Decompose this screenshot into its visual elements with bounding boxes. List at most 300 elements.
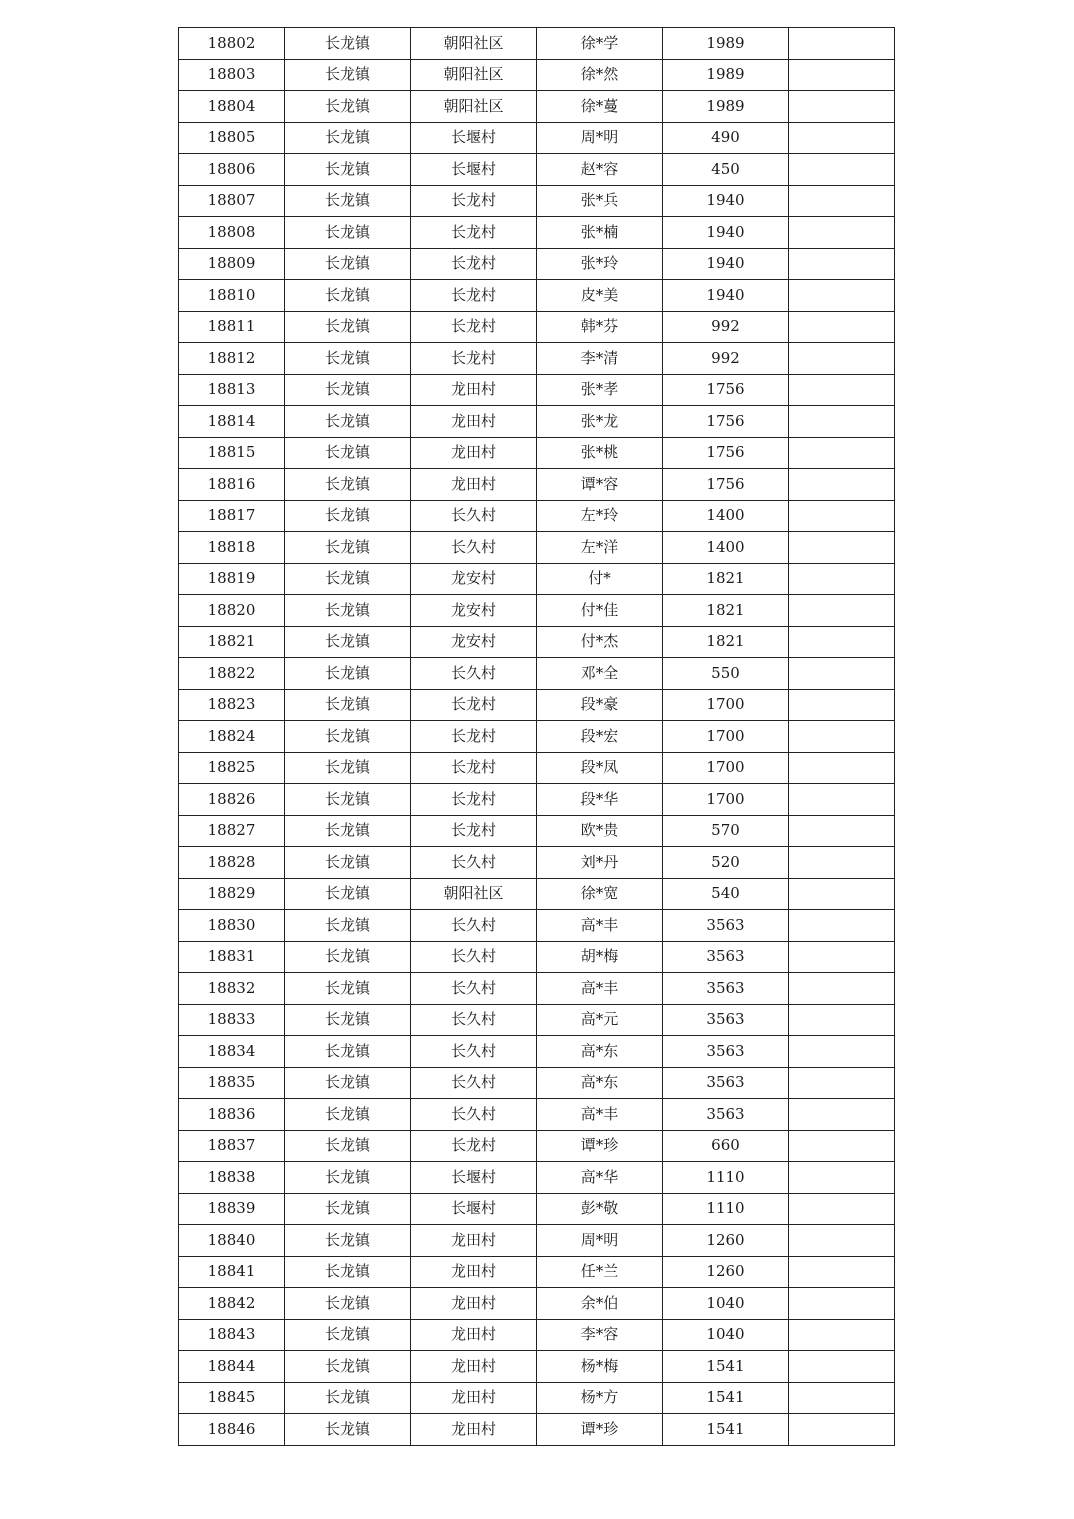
cell-note bbox=[789, 248, 895, 280]
cell-town: 长龙镇 bbox=[285, 752, 411, 784]
cell-town: 长龙镇 bbox=[285, 406, 411, 438]
cell-village: 龙安村 bbox=[411, 563, 537, 595]
cell-amount: 992 bbox=[663, 311, 789, 343]
table-row bbox=[179, 658, 895, 690]
cell-name: 付*佳 bbox=[537, 595, 663, 627]
table-row bbox=[179, 1162, 895, 1194]
cell-name: 张*兵 bbox=[537, 185, 663, 217]
cell-serial-number: 18834 bbox=[179, 1036, 285, 1068]
cell-village: 长久村 bbox=[411, 658, 537, 690]
cell-serial-number: 18842 bbox=[179, 1288, 285, 1320]
cell-name: 徐*宽 bbox=[537, 878, 663, 910]
cell-note bbox=[789, 563, 895, 595]
cell-amount: 1260 bbox=[663, 1225, 789, 1257]
cell-name: 付* bbox=[537, 563, 663, 595]
cell-note bbox=[789, 469, 895, 501]
cell-name: 高*丰 bbox=[537, 1099, 663, 1131]
cell-amount: 450 bbox=[663, 154, 789, 186]
cell-town: 长龙镇 bbox=[285, 343, 411, 375]
cell-note bbox=[789, 122, 895, 154]
table-row bbox=[179, 1225, 895, 1257]
cell-name: 左*洋 bbox=[537, 532, 663, 564]
cell-village: 长堰村 bbox=[411, 1193, 537, 1225]
cell-serial-number: 18831 bbox=[179, 941, 285, 973]
cell-note bbox=[789, 1256, 895, 1288]
cell-name: 赵*容 bbox=[537, 154, 663, 186]
table-row bbox=[179, 563, 895, 595]
cell-town: 长龙镇 bbox=[285, 1319, 411, 1351]
cell-town: 长龙镇 bbox=[285, 1193, 411, 1225]
cell-name: 邓*全 bbox=[537, 658, 663, 690]
table-row bbox=[179, 1036, 895, 1068]
cell-town: 长龙镇 bbox=[285, 154, 411, 186]
cell-name: 高*东 bbox=[537, 1036, 663, 1068]
cell-amount: 1040 bbox=[663, 1288, 789, 1320]
cell-village: 长龙村 bbox=[411, 784, 537, 816]
cell-town: 长龙镇 bbox=[285, 280, 411, 312]
table-row bbox=[179, 122, 895, 154]
cell-town: 长龙镇 bbox=[285, 28, 411, 60]
cell-village: 龙田村 bbox=[411, 1382, 537, 1414]
cell-amount: 1821 bbox=[663, 595, 789, 627]
cell-note bbox=[789, 721, 895, 753]
cell-town: 长龙镇 bbox=[285, 595, 411, 627]
cell-town: 长龙镇 bbox=[285, 847, 411, 879]
table-row bbox=[179, 973, 895, 1005]
table-row bbox=[179, 941, 895, 973]
cell-serial-number: 18827 bbox=[179, 815, 285, 847]
cell-amount: 1260 bbox=[663, 1256, 789, 1288]
cell-name: 任*兰 bbox=[537, 1256, 663, 1288]
table-row bbox=[179, 28, 895, 60]
table-row bbox=[179, 752, 895, 784]
cell-note bbox=[789, 910, 895, 942]
cell-note bbox=[789, 847, 895, 879]
cell-amount: 1110 bbox=[663, 1193, 789, 1225]
cell-village: 长久村 bbox=[411, 532, 537, 564]
cell-village: 龙田村 bbox=[411, 1351, 537, 1383]
cell-note bbox=[789, 59, 895, 91]
table-row bbox=[179, 374, 895, 406]
cell-amount: 1110 bbox=[663, 1162, 789, 1194]
data-table bbox=[178, 27, 895, 1446]
cell-serial-number: 18840 bbox=[179, 1225, 285, 1257]
cell-amount: 1700 bbox=[663, 752, 789, 784]
table-row bbox=[179, 847, 895, 879]
cell-serial-number: 18804 bbox=[179, 91, 285, 123]
cell-serial-number: 18806 bbox=[179, 154, 285, 186]
cell-note bbox=[789, 374, 895, 406]
cell-amount: 1400 bbox=[663, 532, 789, 564]
cell-town: 长龙镇 bbox=[285, 1351, 411, 1383]
cell-amount: 1756 bbox=[663, 374, 789, 406]
table-row bbox=[179, 311, 895, 343]
cell-name: 刘*丹 bbox=[537, 847, 663, 879]
cell-town: 长龙镇 bbox=[285, 469, 411, 501]
cell-serial-number: 18839 bbox=[179, 1193, 285, 1225]
cell-name: 谭*容 bbox=[537, 469, 663, 501]
cell-town: 长龙镇 bbox=[285, 374, 411, 406]
cell-town: 长龙镇 bbox=[285, 941, 411, 973]
table-row bbox=[179, 784, 895, 816]
cell-town: 长龙镇 bbox=[285, 1225, 411, 1257]
cell-name: 彭*敬 bbox=[537, 1193, 663, 1225]
cell-note bbox=[789, 1319, 895, 1351]
cell-note bbox=[789, 784, 895, 816]
cell-name: 周*明 bbox=[537, 122, 663, 154]
cell-serial-number: 18811 bbox=[179, 311, 285, 343]
cell-town: 长龙镇 bbox=[285, 122, 411, 154]
cell-name: 段*宏 bbox=[537, 721, 663, 753]
cell-amount: 1940 bbox=[663, 217, 789, 249]
cell-amount: 3563 bbox=[663, 941, 789, 973]
table-row bbox=[179, 469, 895, 501]
cell-serial-number: 18830 bbox=[179, 910, 285, 942]
cell-name: 左*玲 bbox=[537, 500, 663, 532]
table-row bbox=[179, 721, 895, 753]
cell-serial-number: 18823 bbox=[179, 689, 285, 721]
cell-amount: 1541 bbox=[663, 1414, 789, 1446]
cell-amount: 3563 bbox=[663, 1004, 789, 1036]
cell-town: 长龙镇 bbox=[285, 1288, 411, 1320]
cell-name: 欧*贵 bbox=[537, 815, 663, 847]
cell-serial-number: 18838 bbox=[179, 1162, 285, 1194]
cell-serial-number: 18809 bbox=[179, 248, 285, 280]
cell-village: 长久村 bbox=[411, 973, 537, 1005]
cell-name: 谭*珍 bbox=[537, 1414, 663, 1446]
cell-name: 高*华 bbox=[537, 1162, 663, 1194]
cell-amount: 550 bbox=[663, 658, 789, 690]
cell-village: 龙田村 bbox=[411, 1288, 537, 1320]
cell-town: 长龙镇 bbox=[285, 784, 411, 816]
cell-village: 龙田村 bbox=[411, 437, 537, 469]
cell-amount: 520 bbox=[663, 847, 789, 879]
cell-serial-number: 18808 bbox=[179, 217, 285, 249]
cell-town: 长龙镇 bbox=[285, 563, 411, 595]
cell-note bbox=[789, 626, 895, 658]
cell-note bbox=[789, 1036, 895, 1068]
cell-name: 张*孝 bbox=[537, 374, 663, 406]
cell-note bbox=[789, 595, 895, 627]
table-row bbox=[179, 626, 895, 658]
cell-town: 长龙镇 bbox=[285, 1067, 411, 1099]
cell-name: 段*凤 bbox=[537, 752, 663, 784]
cell-name: 段*华 bbox=[537, 784, 663, 816]
cell-village: 龙田村 bbox=[411, 1225, 537, 1257]
cell-note bbox=[789, 1162, 895, 1194]
cell-village: 龙安村 bbox=[411, 626, 537, 658]
table-row bbox=[179, 878, 895, 910]
cell-serial-number: 18829 bbox=[179, 878, 285, 910]
cell-note bbox=[789, 973, 895, 1005]
cell-amount: 1541 bbox=[663, 1382, 789, 1414]
cell-village: 龙田村 bbox=[411, 469, 537, 501]
cell-village: 龙安村 bbox=[411, 595, 537, 627]
cell-town: 长龙镇 bbox=[285, 1004, 411, 1036]
table-row bbox=[179, 1414, 895, 1446]
cell-note bbox=[789, 217, 895, 249]
cell-town: 长龙镇 bbox=[285, 689, 411, 721]
cell-note bbox=[789, 1414, 895, 1446]
cell-village: 龙田村 bbox=[411, 1414, 537, 1446]
cell-village: 长龙村 bbox=[411, 185, 537, 217]
table-row bbox=[179, 217, 895, 249]
table-row bbox=[179, 1193, 895, 1225]
cell-serial-number: 18828 bbox=[179, 847, 285, 879]
cell-name: 高*丰 bbox=[537, 973, 663, 1005]
cell-village: 长久村 bbox=[411, 941, 537, 973]
cell-note bbox=[789, 91, 895, 123]
cell-village: 朝阳社区 bbox=[411, 91, 537, 123]
cell-note bbox=[789, 1288, 895, 1320]
cell-village: 长龙村 bbox=[411, 311, 537, 343]
table-row bbox=[179, 154, 895, 186]
cell-name: 张*桃 bbox=[537, 437, 663, 469]
table-row bbox=[179, 500, 895, 532]
table-row bbox=[179, 1099, 895, 1131]
cell-village: 长龙村 bbox=[411, 280, 537, 312]
cell-village: 长龙村 bbox=[411, 343, 537, 375]
table-row bbox=[179, 910, 895, 942]
cell-amount: 1400 bbox=[663, 500, 789, 532]
cell-village: 长堰村 bbox=[411, 154, 537, 186]
cell-note bbox=[789, 1099, 895, 1131]
cell-note bbox=[789, 343, 895, 375]
cell-note bbox=[789, 1130, 895, 1162]
cell-amount: 1700 bbox=[663, 689, 789, 721]
table-row bbox=[179, 185, 895, 217]
cell-amount: 3563 bbox=[663, 1099, 789, 1131]
cell-serial-number: 18822 bbox=[179, 658, 285, 690]
cell-name: 高*东 bbox=[537, 1067, 663, 1099]
cell-village: 长龙村 bbox=[411, 1130, 537, 1162]
cell-name: 周*明 bbox=[537, 1225, 663, 1257]
cell-serial-number: 18810 bbox=[179, 280, 285, 312]
cell-note bbox=[789, 658, 895, 690]
cell-town: 长龙镇 bbox=[285, 1162, 411, 1194]
cell-serial-number: 18805 bbox=[179, 122, 285, 154]
cell-name: 谭*珍 bbox=[537, 1130, 663, 1162]
cell-town: 长龙镇 bbox=[285, 1382, 411, 1414]
cell-village: 长久村 bbox=[411, 1067, 537, 1099]
cell-amount: 1040 bbox=[663, 1319, 789, 1351]
cell-town: 长龙镇 bbox=[285, 1256, 411, 1288]
cell-note bbox=[789, 532, 895, 564]
table-body bbox=[179, 28, 895, 1446]
cell-note bbox=[789, 752, 895, 784]
cell-village: 长龙村 bbox=[411, 248, 537, 280]
cell-town: 长龙镇 bbox=[285, 658, 411, 690]
cell-village: 朝阳社区 bbox=[411, 28, 537, 60]
cell-amount: 660 bbox=[663, 1130, 789, 1162]
cell-town: 长龙镇 bbox=[285, 500, 411, 532]
cell-town: 长龙镇 bbox=[285, 721, 411, 753]
cell-serial-number: 18818 bbox=[179, 532, 285, 564]
cell-town: 长龙镇 bbox=[285, 185, 411, 217]
table-row bbox=[179, 280, 895, 312]
cell-name: 杨*梅 bbox=[537, 1351, 663, 1383]
cell-town: 长龙镇 bbox=[285, 217, 411, 249]
cell-village: 长堰村 bbox=[411, 1162, 537, 1194]
cell-town: 长龙镇 bbox=[285, 248, 411, 280]
cell-name: 杨*方 bbox=[537, 1382, 663, 1414]
cell-amount: 3563 bbox=[663, 973, 789, 1005]
cell-amount: 1940 bbox=[663, 248, 789, 280]
table-row bbox=[179, 1067, 895, 1099]
cell-serial-number: 18826 bbox=[179, 784, 285, 816]
cell-serial-number: 18843 bbox=[179, 1319, 285, 1351]
cell-name: 高*丰 bbox=[537, 910, 663, 942]
table-row bbox=[179, 437, 895, 469]
cell-town: 长龙镇 bbox=[285, 437, 411, 469]
cell-amount: 992 bbox=[663, 343, 789, 375]
cell-town: 长龙镇 bbox=[285, 1414, 411, 1446]
cell-serial-number: 18821 bbox=[179, 626, 285, 658]
cell-town: 长龙镇 bbox=[285, 815, 411, 847]
table-row bbox=[179, 406, 895, 438]
table-row bbox=[179, 1382, 895, 1414]
cell-amount: 1756 bbox=[663, 437, 789, 469]
cell-serial-number: 18807 bbox=[179, 185, 285, 217]
cell-serial-number: 18813 bbox=[179, 374, 285, 406]
cell-serial-number: 18816 bbox=[179, 469, 285, 501]
cell-serial-number: 18844 bbox=[179, 1351, 285, 1383]
table-row bbox=[179, 1288, 895, 1320]
cell-village: 长龙村 bbox=[411, 752, 537, 784]
cell-note bbox=[789, 437, 895, 469]
cell-name: 皮*美 bbox=[537, 280, 663, 312]
cell-amount: 1940 bbox=[663, 185, 789, 217]
cell-serial-number: 18825 bbox=[179, 752, 285, 784]
cell-village: 龙田村 bbox=[411, 1256, 537, 1288]
cell-amount: 1756 bbox=[663, 469, 789, 501]
cell-village: 长久村 bbox=[411, 847, 537, 879]
cell-name: 付*杰 bbox=[537, 626, 663, 658]
cell-note bbox=[789, 185, 895, 217]
cell-name: 胡*梅 bbox=[537, 941, 663, 973]
cell-note bbox=[789, 154, 895, 186]
cell-serial-number: 18819 bbox=[179, 563, 285, 595]
table-row bbox=[179, 1004, 895, 1036]
cell-serial-number: 18836 bbox=[179, 1099, 285, 1131]
cell-amount: 570 bbox=[663, 815, 789, 847]
cell-name: 段*豪 bbox=[537, 689, 663, 721]
cell-amount: 3563 bbox=[663, 1036, 789, 1068]
cell-note bbox=[789, 689, 895, 721]
cell-name: 李*清 bbox=[537, 343, 663, 375]
cell-serial-number: 18846 bbox=[179, 1414, 285, 1446]
cell-serial-number: 18802 bbox=[179, 28, 285, 60]
cell-serial-number: 18835 bbox=[179, 1067, 285, 1099]
cell-amount: 1989 bbox=[663, 28, 789, 60]
cell-note bbox=[789, 1067, 895, 1099]
cell-village: 长龙村 bbox=[411, 689, 537, 721]
table-row bbox=[179, 248, 895, 280]
cell-town: 长龙镇 bbox=[285, 626, 411, 658]
cell-note bbox=[789, 1193, 895, 1225]
cell-note bbox=[789, 1225, 895, 1257]
cell-note bbox=[789, 1351, 895, 1383]
cell-amount: 1940 bbox=[663, 280, 789, 312]
cell-note bbox=[789, 406, 895, 438]
cell-town: 长龙镇 bbox=[285, 532, 411, 564]
cell-village: 龙田村 bbox=[411, 1319, 537, 1351]
cell-amount: 1821 bbox=[663, 626, 789, 658]
table-row bbox=[179, 595, 895, 627]
cell-amount: 1756 bbox=[663, 406, 789, 438]
table-row bbox=[179, 532, 895, 564]
cell-note bbox=[789, 28, 895, 60]
cell-village: 长龙村 bbox=[411, 217, 537, 249]
cell-note bbox=[789, 280, 895, 312]
table-row bbox=[179, 343, 895, 375]
cell-note bbox=[789, 1382, 895, 1414]
cell-serial-number: 18817 bbox=[179, 500, 285, 532]
table-row bbox=[179, 59, 895, 91]
cell-village: 长久村 bbox=[411, 500, 537, 532]
table-row bbox=[179, 1319, 895, 1351]
cell-serial-number: 18812 bbox=[179, 343, 285, 375]
cell-village: 龙田村 bbox=[411, 406, 537, 438]
cell-name: 张*楠 bbox=[537, 217, 663, 249]
cell-note bbox=[789, 941, 895, 973]
cell-amount: 540 bbox=[663, 878, 789, 910]
cell-amount: 490 bbox=[663, 122, 789, 154]
table-row bbox=[179, 1130, 895, 1162]
cell-name: 徐*蔓 bbox=[537, 91, 663, 123]
cell-name: 张*玲 bbox=[537, 248, 663, 280]
cell-note bbox=[789, 878, 895, 910]
cell-amount: 1989 bbox=[663, 91, 789, 123]
cell-amount: 3563 bbox=[663, 1067, 789, 1099]
cell-note bbox=[789, 311, 895, 343]
cell-town: 长龙镇 bbox=[285, 1130, 411, 1162]
cell-town: 长龙镇 bbox=[285, 91, 411, 123]
cell-town: 长龙镇 bbox=[285, 311, 411, 343]
cell-note bbox=[789, 815, 895, 847]
cell-name: 李*容 bbox=[537, 1319, 663, 1351]
cell-town: 长龙镇 bbox=[285, 1099, 411, 1131]
cell-town: 长龙镇 bbox=[285, 59, 411, 91]
cell-amount: 1700 bbox=[663, 721, 789, 753]
cell-name: 余*伯 bbox=[537, 1288, 663, 1320]
cell-serial-number: 18832 bbox=[179, 973, 285, 1005]
cell-serial-number: 18841 bbox=[179, 1256, 285, 1288]
cell-serial-number: 18803 bbox=[179, 59, 285, 91]
cell-serial-number: 18824 bbox=[179, 721, 285, 753]
cell-amount: 1700 bbox=[663, 784, 789, 816]
cell-village: 长久村 bbox=[411, 1036, 537, 1068]
cell-village: 长龙村 bbox=[411, 815, 537, 847]
cell-name: 徐*学 bbox=[537, 28, 663, 60]
table-row bbox=[179, 91, 895, 123]
cell-name: 张*龙 bbox=[537, 406, 663, 438]
cell-serial-number: 18845 bbox=[179, 1382, 285, 1414]
cell-note bbox=[789, 1004, 895, 1036]
cell-serial-number: 18814 bbox=[179, 406, 285, 438]
cell-town: 长龙镇 bbox=[285, 878, 411, 910]
cell-serial-number: 18837 bbox=[179, 1130, 285, 1162]
cell-village: 长久村 bbox=[411, 910, 537, 942]
table-row bbox=[179, 815, 895, 847]
cell-village: 长久村 bbox=[411, 1099, 537, 1131]
cell-amount: 1541 bbox=[663, 1351, 789, 1383]
cell-village: 朝阳社区 bbox=[411, 878, 537, 910]
cell-village: 长久村 bbox=[411, 1004, 537, 1036]
cell-name: 韩*芬 bbox=[537, 311, 663, 343]
table-row bbox=[179, 689, 895, 721]
table-row bbox=[179, 1351, 895, 1383]
